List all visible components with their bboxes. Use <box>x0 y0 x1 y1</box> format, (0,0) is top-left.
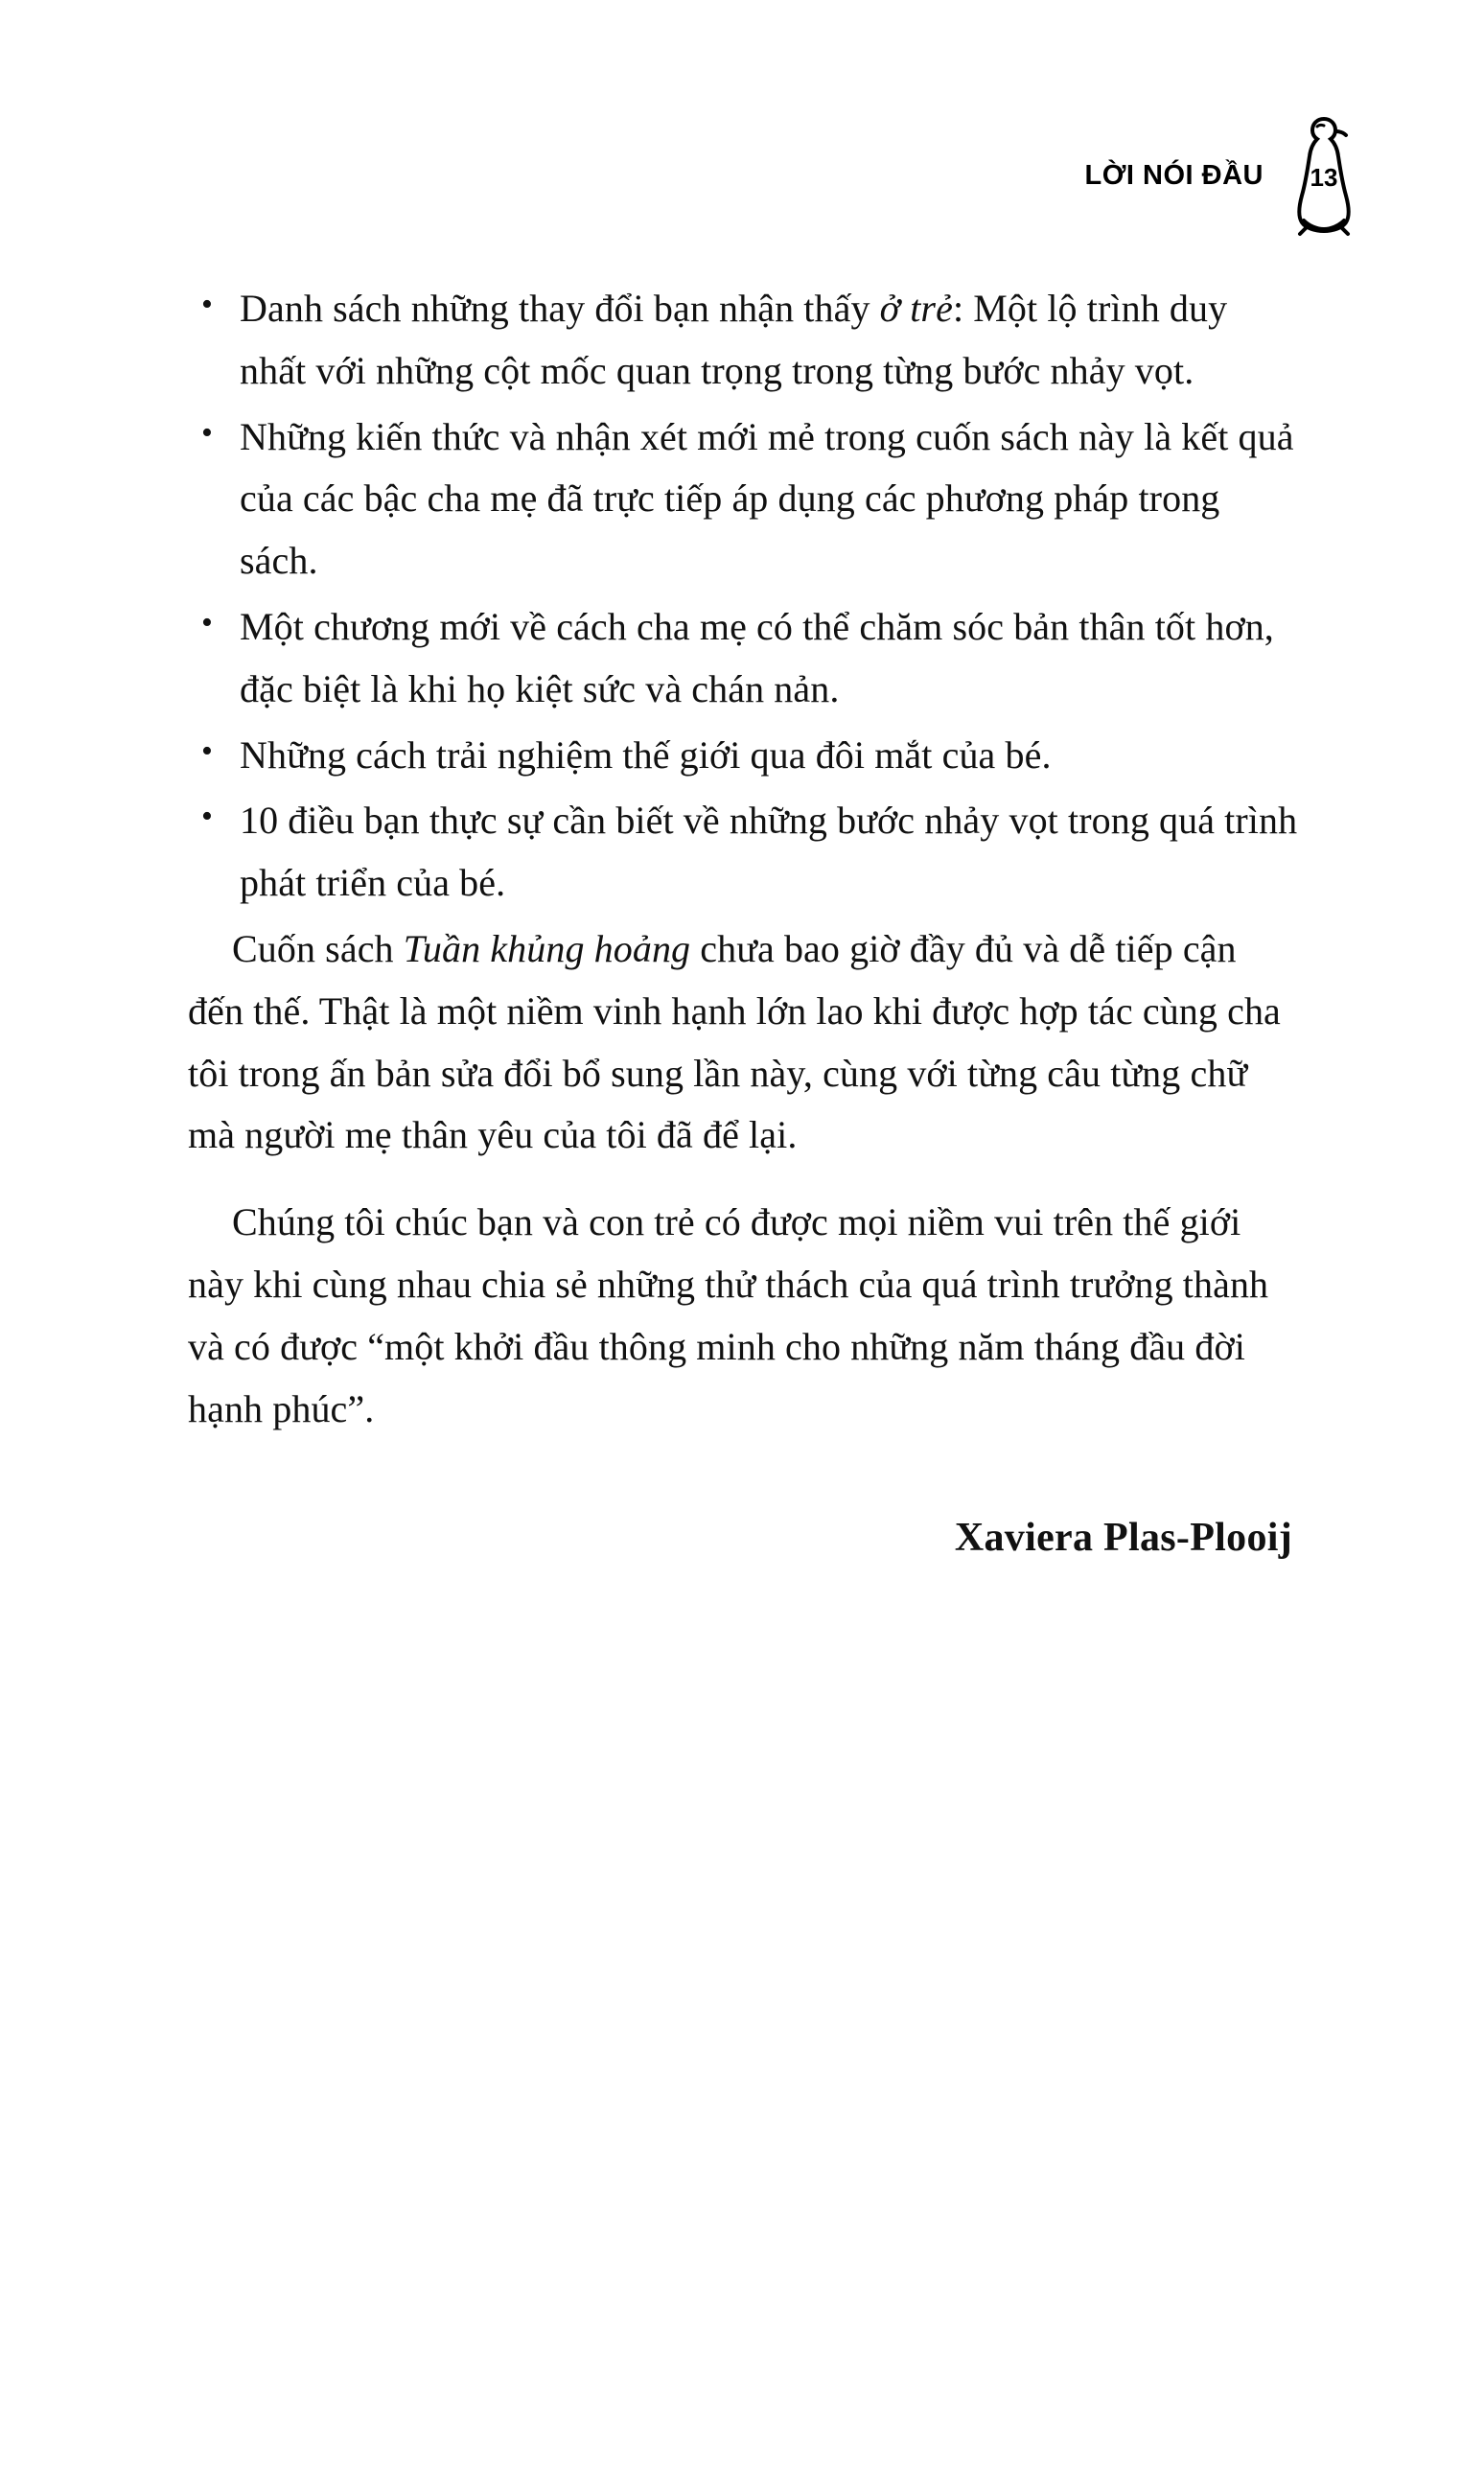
page-number: 13 <box>1310 163 1338 192</box>
paragraph <box>188 918 1300 1167</box>
page-content <box>188 278 1300 1561</box>
bullet-text-italic: ở trẻ <box>879 287 953 330</box>
book-title-italic: Tuần khủng hoảng <box>403 926 691 970</box>
author-signature: Xaviera Plas-Plooij <box>954 1516 1292 1561</box>
paragraph-text-before: Cuốn sách <box>232 926 404 970</box>
bullet-text-before: Những kiến thức và nhận xét mới mẻ trong cuốn sách này là kết quả của các bậc cha mẹ đã trực tiếp áp dụng các phương pháp trong sách. <box>240 414 1294 583</box>
bullet-text-before: 10 điều bạn thực sự cần biết về những bước nhảy vọt trong quá trình phát triển của bé. <box>240 799 1298 905</box>
folio-ornament <box>1288 113 1359 238</box>
paragraph-text-before: Chúng tôi chúc bạn và con trẻ có được mọi niềm vui trên thế giới này khi cùng nhau chia sẻ những thử thách của quá trình trưởng thành và có được “một khởi đầu thông minh cho những năm tháng đầu đời hạnh phúc”. <box>188 1200 1269 1430</box>
bullet-text-before: Danh sách những thay đổi bạn nhận thấy <box>240 287 880 330</box>
running-head <box>1084 113 1359 238</box>
list-item <box>188 278 1300 403</box>
running-head-label: LỜI NÓI ĐẦU <box>1084 159 1264 191</box>
feature-bullet-list <box>188 278 1300 915</box>
paragraph-text-after: chưa bao giờ đầy đủ và dễ tiếp cận đến thế. Thật là một niềm vinh hạnh lớn lao khi được hợp tác cùng cha tôi trong ấn bản sửa đổi bổ sung lần này, cùng với từng câu từng chữ mà người mẹ thân yêu của tôi đã để lại. <box>188 926 1281 1157</box>
bullet-text-before: Một chương mới về cách cha mẹ có thể chăm sóc bản thân tốt hơn, đặc biệt là khi họ kiệt sức và chán nản. <box>240 604 1274 710</box>
bullet-text-after: : Một lộ trình duy nhất với những cột mốc quan trọng trong từng bước nhảy vọt. <box>240 287 1228 392</box>
list-item <box>188 406 1300 592</box>
paragraph <box>188 1192 1300 1440</box>
list-item <box>188 596 1300 721</box>
list-item <box>188 790 1300 915</box>
bullet-text-before: Những cách trải nghiệm thế giới qua đôi mắt của bé. <box>240 732 1052 777</box>
list-item <box>188 725 1300 787</box>
